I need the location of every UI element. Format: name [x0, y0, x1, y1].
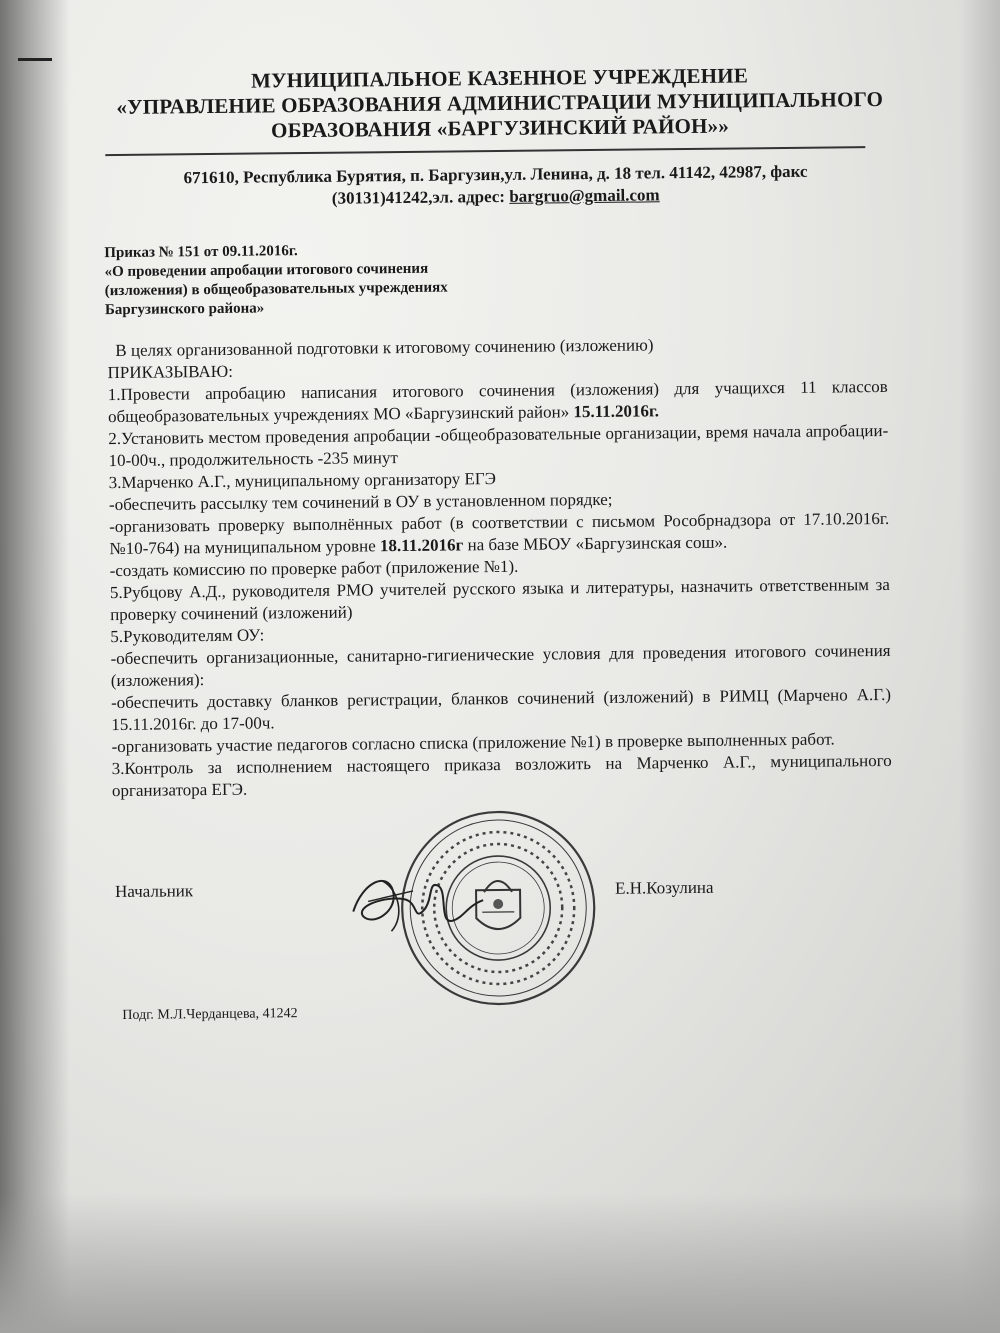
item-3b-end: на базе МБОУ «Баргузинская сош».: [463, 532, 728, 555]
signatory-title: Начальник: [114, 881, 194, 902]
letterhead-divider: [105, 146, 865, 156]
order-heading: [104, 239, 625, 320]
order-title-line-3: Баргузинского района»: [104, 300, 265, 319]
letterhead: [104, 62, 895, 145]
item-3a: -обеспечить рассылку тем сочинений в ОУ в установленном порядке;: [108, 489, 613, 515]
email-address: bargruo@gmail.com: [509, 185, 660, 206]
order-title-line-1: «О проведении апробации итогового сочинения: [104, 260, 429, 281]
item-3b-date: 18.11.2016г: [379, 535, 464, 556]
item-1-date: 15.11.2016г.: [573, 401, 660, 422]
item-1-text: 1.Провести апробацию написания итогового сочинения (изложения) для учащихся 11 классов общеобразовательных учреждениях МО «Баргузинский район»: [107, 376, 888, 427]
item-2: 2.Установить местом проведения апробации -общеобразовательные организации, время начала апробации- 10-00ч., продолжительность -235 минут: [108, 420, 889, 471]
item-3: 3.Марченко А.Г., муниципальному организатору ЕГЭ: [108, 469, 497, 493]
order-number: Приказ № 151 от 09.11.2016г.: [104, 243, 298, 262]
prepared-by: Подг. М.Л.Черданцева, 41242: [122, 1006, 298, 1023]
item-6: 3.Контроль за исполнением настоящего приказа возложить на Марченко А.Г., муниципального организатора ЕГЭ.: [111, 750, 892, 801]
address-block: [105, 160, 885, 212]
order-body: [107, 332, 892, 802]
order-title-line-2: (изложения) в общеобразовательных учреждениях: [104, 279, 448, 300]
address-line-1: 671610, Республика Бурятия, п. Баргузин,ул. Ленина, д. 18 тел. 41142, 42987, факс: [183, 161, 808, 188]
item-3c: -создать комиссию по проверке работ (приложение №1).: [109, 556, 519, 581]
intro-paragraph: В целях организованной подготовки к итоговому сочинению (изложению): [115, 335, 654, 361]
item-5: 5.Руководителям ОУ:: [110, 625, 265, 647]
letterhead-line-1: МУНИЦИПАЛЬНОЕ КАЗЕННОЕ УЧРЕЖДЕНИЕ: [250, 63, 749, 93]
letterhead-line-3: ОБРАЗОВАНИЯ «БАРГУЗИНСКИЙ РАЙОН»»: [270, 113, 730, 143]
signatory-name: Е.Н.Козулина: [614, 877, 714, 898]
item-5c: -организовать участие педагогов согласно списка (приложение №1) в проверке выполненных работ.: [111, 729, 835, 757]
handwritten-signature-icon: [343, 860, 494, 942]
item-4: 5.Рубцову А.Д., руководителя РМО учителей русского языка и литературы, назначить ответственным за проверку сочинений (изложений): [109, 574, 890, 625]
letterhead-line-2: «УПРАВЛЕНИЕ ОБРАЗОВАНИЯ АДМИНИСТРАЦИИ МУНИЦИПАЛЬНОГО: [116, 86, 884, 119]
order-word: ПРИКАЗЫВАЮ:: [107, 361, 233, 383]
item-5b: -обеспечить доставку бланков регистрации, бланков сочинений (изложений) в РИМЦ (Марчено А.Г.) 15.11.2016г. до 17-00ч.: [110, 684, 892, 735]
address-prefix: (30131)41242,эл. адрес:: [331, 186, 510, 208]
item-3b-text: -организовать проверку выполнённых работ (в соответствии с письмом Рособрнадзора от 17.10.2016г. №10-764) на муниципальном уровне: [109, 508, 890, 559]
item-5a: -обеспечить организационные, санитарно-гигиенические условия для проведения итогового сочинения (изложения):: [110, 640, 891, 691]
